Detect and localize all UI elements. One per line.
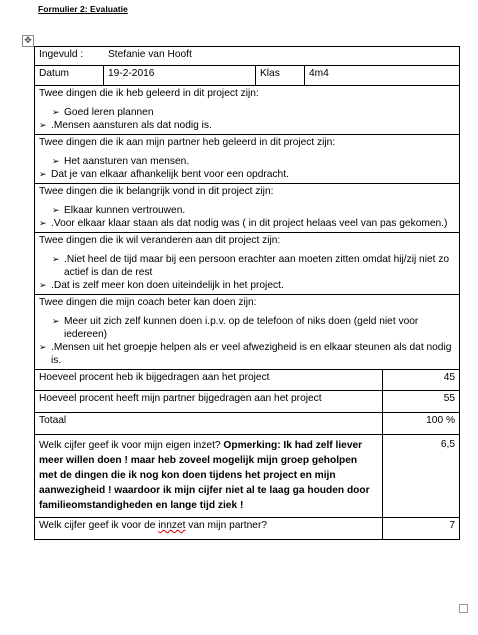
- change-row: [35, 233, 460, 295]
- list-item: ➢ .Mensen aansturen als dat nodig is.: [39, 120, 212, 131]
- change-question: Twee dingen die ik wil veranderen aan dit project zijn:: [39, 235, 281, 246]
- important-question: Twee dingen die ik belangrijk vond in dit project zijn:: [39, 186, 274, 197]
- grade-self-question: Welk cijfer geef ik voor mijn eigen inzet?: [39, 440, 221, 451]
- total-row: [35, 413, 460, 435]
- arrow-bullet-icon: ➢: [39, 120, 47, 130]
- list-item: ➢ .Mensen uit het groepje helpen als er veel afwezigheid is en elkaar steunen als dat nodig is.: [39, 342, 452, 366]
- arrow-bullet-icon: ➢: [52, 316, 60, 326]
- date-label: Datum: [35, 66, 104, 86]
- partner-learned-cell[interactable]: [35, 135, 460, 184]
- list-item: ➢ Meer uit zich zelf kunnen doen i.p.v. op de telefoon of niks doen (geld niet voor iedereen): [52, 316, 419, 340]
- coach-question: Twee dingen die mijn coach beter kan doen zijn:: [39, 297, 257, 308]
- misspelled-word[interactable]: innzet: [158, 520, 186, 531]
- date-row: [35, 66, 460, 86]
- list-item: ➢ Dat je van elkaar afhankelijk bent voor een opdracht.: [39, 169, 289, 180]
- table-resize-handle-icon[interactable]: [459, 604, 468, 613]
- arrow-bullet-icon: ➢: [39, 342, 47, 352]
- coach-cell[interactable]: [35, 295, 460, 370]
- percent-self-value[interactable]: 45: [383, 370, 460, 391]
- coach-row: [35, 295, 460, 370]
- percent-self-row: [35, 370, 460, 391]
- arrow-bullet-icon: ➢: [52, 156, 60, 166]
- grade-partner-question-end: van mijn partner?: [185, 520, 268, 531]
- partner-learned-row: [35, 135, 460, 184]
- list-item: ➢ Het aansturen van mensen.: [52, 156, 190, 167]
- total-value[interactable]: 100 %: [383, 413, 460, 435]
- list-item: ➢ Elkaar kunnen vertrouwen.: [52, 205, 186, 216]
- arrow-bullet-icon: ➢: [39, 280, 47, 290]
- filled-value: Stefanie van Hooft: [108, 49, 192, 60]
- grade-self-remark: Opmerking: Ik had zelf liever meer willen doen ! maar heb zoveel mogelijk mijn groep geholpen met de dingen die ik nog kon doen tijdens het project en mijn aanwezigheid ! waardoor ik mijn cijfer niet al te laag ga houden door familieomstandigheden en lange tijd ziek !: [39, 440, 370, 511]
- list-item: ➢ .Dat is zelf meer kon doen uiteindelijk in het project.: [39, 280, 284, 291]
- learned-question: Twee dingen die ik heb geleerd in dit project zijn:: [39, 88, 259, 99]
- filled-row: [35, 47, 460, 66]
- grade-self-value[interactable]: 6,5: [383, 435, 460, 518]
- percent-self-label: Hoeveel procent heb ik bijgedragen aan het project: [35, 370, 383, 391]
- filled-cell[interactable]: [35, 47, 460, 66]
- table-move-handle-icon[interactable]: ✥: [22, 35, 34, 47]
- form-heading: Formulier 2: Evaluatie: [38, 4, 128, 14]
- important-cell[interactable]: [35, 184, 460, 233]
- grade-partner-cell[interactable]: [35, 518, 383, 540]
- total-label: Totaal: [35, 413, 383, 435]
- filled-label: Ingevuld :: [39, 49, 84, 60]
- percent-partner-label: Hoeveel procent heeft mijn partner bijgedragen aan het project: [35, 391, 383, 413]
- class-label: Klas: [256, 66, 305, 86]
- class-value[interactable]: 4m4: [305, 66, 460, 86]
- grade-partner-question-start: Welk cijfer geef ik voor de: [39, 520, 159, 531]
- date-value[interactable]: 19-2-2016: [104, 66, 256, 86]
- list-item: ➢ .Niet heel de tijd maar bij een persoon erachter aan moeten zitten omdat hij/zij niet zo actief is dan de rest: [52, 254, 450, 278]
- arrow-bullet-icon: ➢: [52, 107, 60, 117]
- change-cell[interactable]: [35, 233, 460, 295]
- grade-partner-row: [35, 518, 460, 540]
- arrow-bullet-icon: ➢: [39, 218, 47, 228]
- arrow-bullet-icon: ➢: [52, 205, 60, 215]
- list-item: ➢ .Voor elkaar klaar staan als dat nodig was ( in dit project helaas veel van pas gekomen.): [39, 218, 448, 229]
- list-item: ➢ Goed leren plannen: [52, 107, 154, 118]
- grade-self-row: [35, 435, 460, 518]
- text-cursor: [459, 340, 460, 352]
- learned-row: [35, 86, 460, 135]
- partner-learned-question: Twee dingen die ik aan mijn partner heb geleerd in dit project zijn:: [39, 137, 336, 148]
- percent-partner-value[interactable]: 55: [383, 391, 460, 413]
- grade-self-cell[interactable]: [35, 435, 383, 518]
- arrow-bullet-icon: ➢: [39, 169, 47, 179]
- evaluation-table: [34, 46, 460, 540]
- percent-partner-row: [35, 391, 460, 413]
- learned-cell[interactable]: [35, 86, 460, 135]
- important-row: [35, 184, 460, 233]
- grade-partner-value[interactable]: 7: [383, 518, 460, 540]
- arrow-bullet-icon: ➢: [52, 254, 60, 264]
